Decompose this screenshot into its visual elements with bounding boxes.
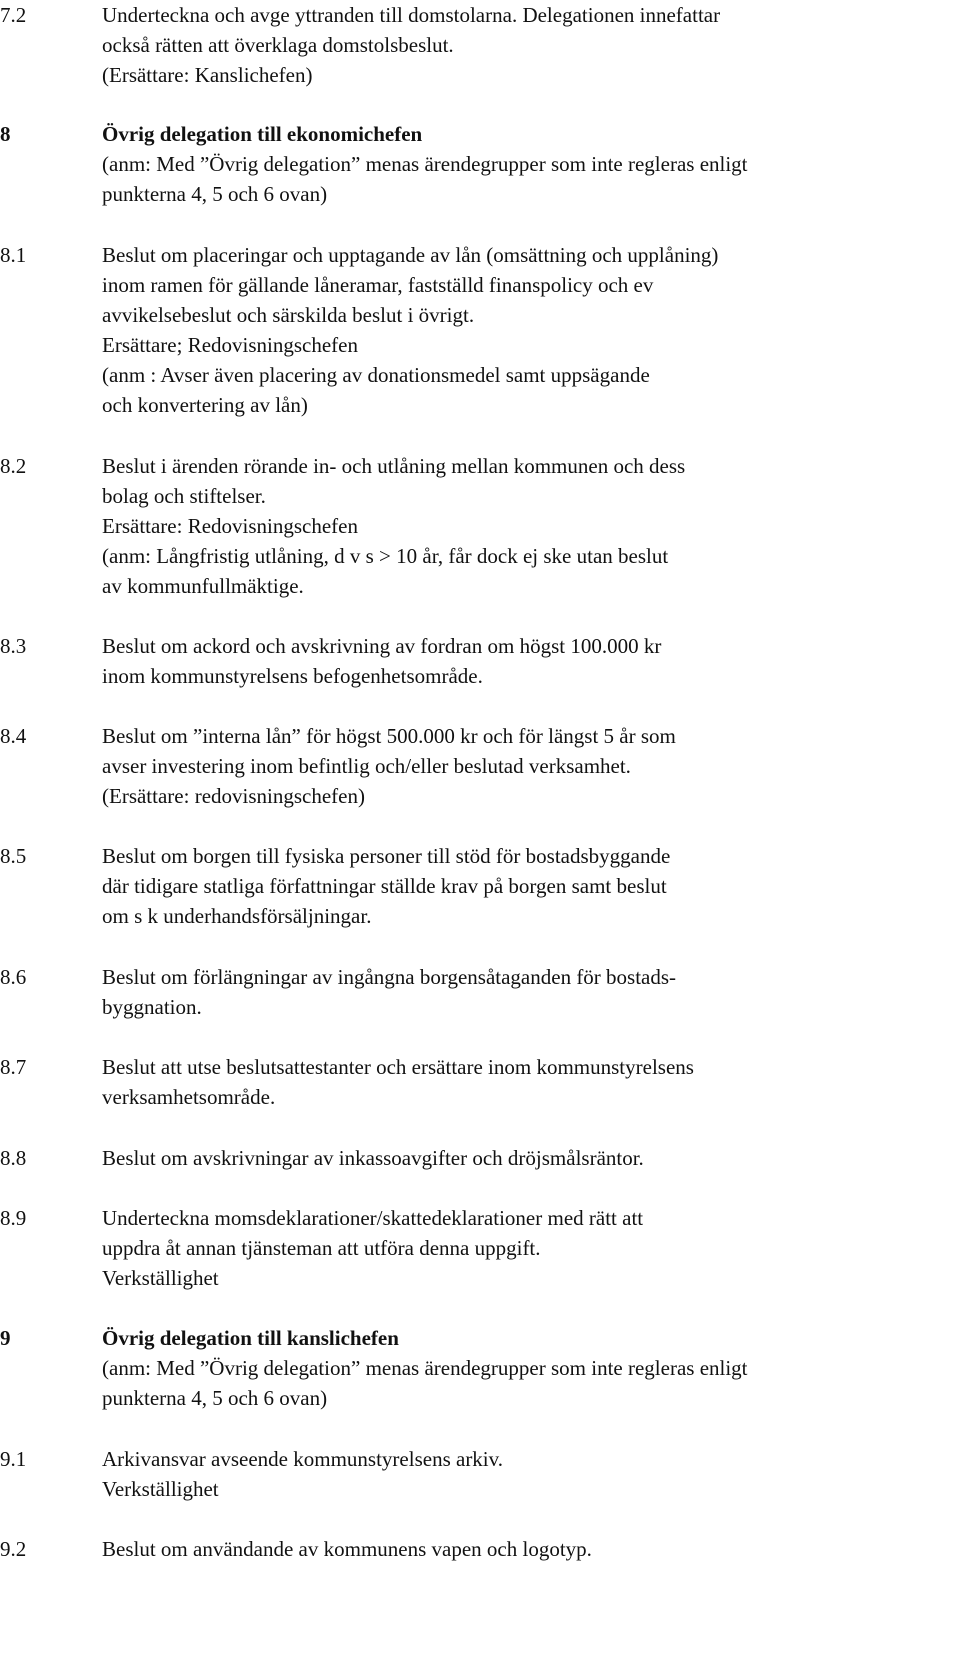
section-text — [102, 1203, 892, 1293]
section-text — [102, 1444, 892, 1504]
text-line: (anm : Avser även placering av donationsmedel samt uppsägande — [102, 363, 650, 387]
text-line: inom kommunstyrelsens befogenhetsområde. — [102, 664, 483, 688]
text-line: av kommunfullmäktige. — [102, 574, 304, 598]
text-line: Beslut om placeringar och upptagande av lån (omsättning och upplåning) — [102, 243, 719, 267]
text-line: (anm: Med ”Övrig delegation” menas ärendegrupper som inte regleras enligt — [102, 1356, 748, 1380]
section-number: 8.5 — [0, 844, 27, 868]
text-line: punkterna 4, 5 och 6 ovan) — [102, 182, 328, 206]
section-number: 8.2 — [0, 454, 27, 478]
section-text — [102, 962, 892, 1022]
text-line: Ersättare; Redovisningschefen — [102, 333, 358, 357]
text-line: Beslut i ärenden rörande in- och utlåning mellan kommunen och dess — [102, 454, 686, 478]
section-text — [102, 1323, 892, 1413]
section-number: 9.2 — [0, 1537, 27, 1561]
text-line: där tidigare statliga författningar ställde krav på borgen samt beslut — [102, 874, 667, 898]
section-number: 8.7 — [0, 1055, 27, 1079]
section-number: 8.6 — [0, 965, 27, 989]
section-number: 9 — [0, 1326, 11, 1350]
text-line: byggnation. — [102, 995, 202, 1019]
text-line: Beslut om ”interna lån” för högst 500.000 kr och för längst 5 år som — [102, 724, 676, 748]
text-line: punkterna 4, 5 och 6 ovan) — [102, 1386, 328, 1410]
section-text — [102, 1534, 892, 1564]
section-text — [102, 240, 892, 420]
text-line: inom ramen för gällande låneramar, fastställd finanspolicy och ev — [102, 273, 654, 297]
text-line: Beslut om borgen till fysiska personer till stöd för bostadsbyggande — [102, 844, 671, 868]
text-line: Beslut om ackord och avskrivning av fordran om högst 100.000 kr — [102, 634, 662, 658]
text-line: och konvertering av lån) — [102, 393, 308, 417]
text-line: om s k underhandsförsäljningar. — [102, 904, 372, 928]
section-text — [102, 1052, 892, 1112]
text-line: avser investering inom befintlig och/eller beslutad verksamhet. — [102, 754, 631, 778]
section-number: 9.1 — [0, 1447, 27, 1471]
text-line: bolag och stiftelser. — [102, 484, 266, 508]
section-number: 8 — [0, 122, 11, 146]
text-line: Beslut om användande av kommunens vapen och logotyp. — [102, 1537, 592, 1561]
text-line: verksamhetsområde. — [102, 1085, 276, 1109]
section-number: 8.1 — [0, 243, 27, 267]
section-text — [102, 841, 892, 931]
section-number: 8.9 — [0, 1206, 27, 1230]
text-line: uppdra åt annan tjänsteman att utföra denna uppgift. — [102, 1236, 541, 1260]
text-line: Underteckna momsdeklarationer/skattedeklarationer med rätt att — [102, 1206, 644, 1230]
text-line: (Ersättare: redovisningschefen) — [102, 784, 365, 808]
section-text — [102, 631, 892, 691]
section-number: 8.3 — [0, 634, 27, 658]
text-line: Beslut om avskrivningar av inkassoavgifter och dröjsmålsräntor. — [102, 1146, 644, 1170]
section-number: 7.2 — [0, 3, 27, 27]
text-line: (Ersättare: Kanslichefen) — [102, 63, 313, 87]
text-line: Ersättare: Redovisningschefen — [102, 514, 358, 538]
text-line: också rätten att överklaga domstolsbeslut. — [102, 33, 454, 57]
text-line: (anm: Med ”Övrig delegation” menas ärendegrupper som inte regleras enligt — [102, 152, 748, 176]
text-line: Underteckna och avge yttranden till domstolarna. Delegationen innefattar — [102, 3, 721, 27]
text-line: avvikelsebeslut och särskilda beslut i övrigt. — [102, 303, 475, 327]
section-text — [102, 119, 892, 209]
section-text — [102, 1143, 892, 1173]
section-heading: Övrig delegation till kanslichefen — [102, 1326, 399, 1350]
text-line: (anm: Långfristig utlåning, d v s > 10 år, får dock ej ske utan beslut — [102, 544, 669, 568]
section-text — [102, 0, 892, 90]
text-line: Beslut om förlängningar av ingångna borgensåtaganden för bostads- — [102, 965, 677, 989]
text-line: Arkivansvar avseende kommunstyrelsens arkiv. — [102, 1447, 504, 1471]
section-text — [102, 721, 892, 811]
section-heading: Övrig delegation till ekonomichefen — [102, 122, 423, 146]
text-line: Beslut att utse beslutsattestanter och ersättare inom kommunstyrelsens — [102, 1055, 694, 1079]
section-text — [102, 451, 892, 601]
text-line: Verkställighet — [102, 1266, 219, 1290]
section-number: 8.4 — [0, 724, 27, 748]
text-line: Verkställighet — [102, 1477, 219, 1501]
section-number: 8.8 — [0, 1146, 27, 1170]
